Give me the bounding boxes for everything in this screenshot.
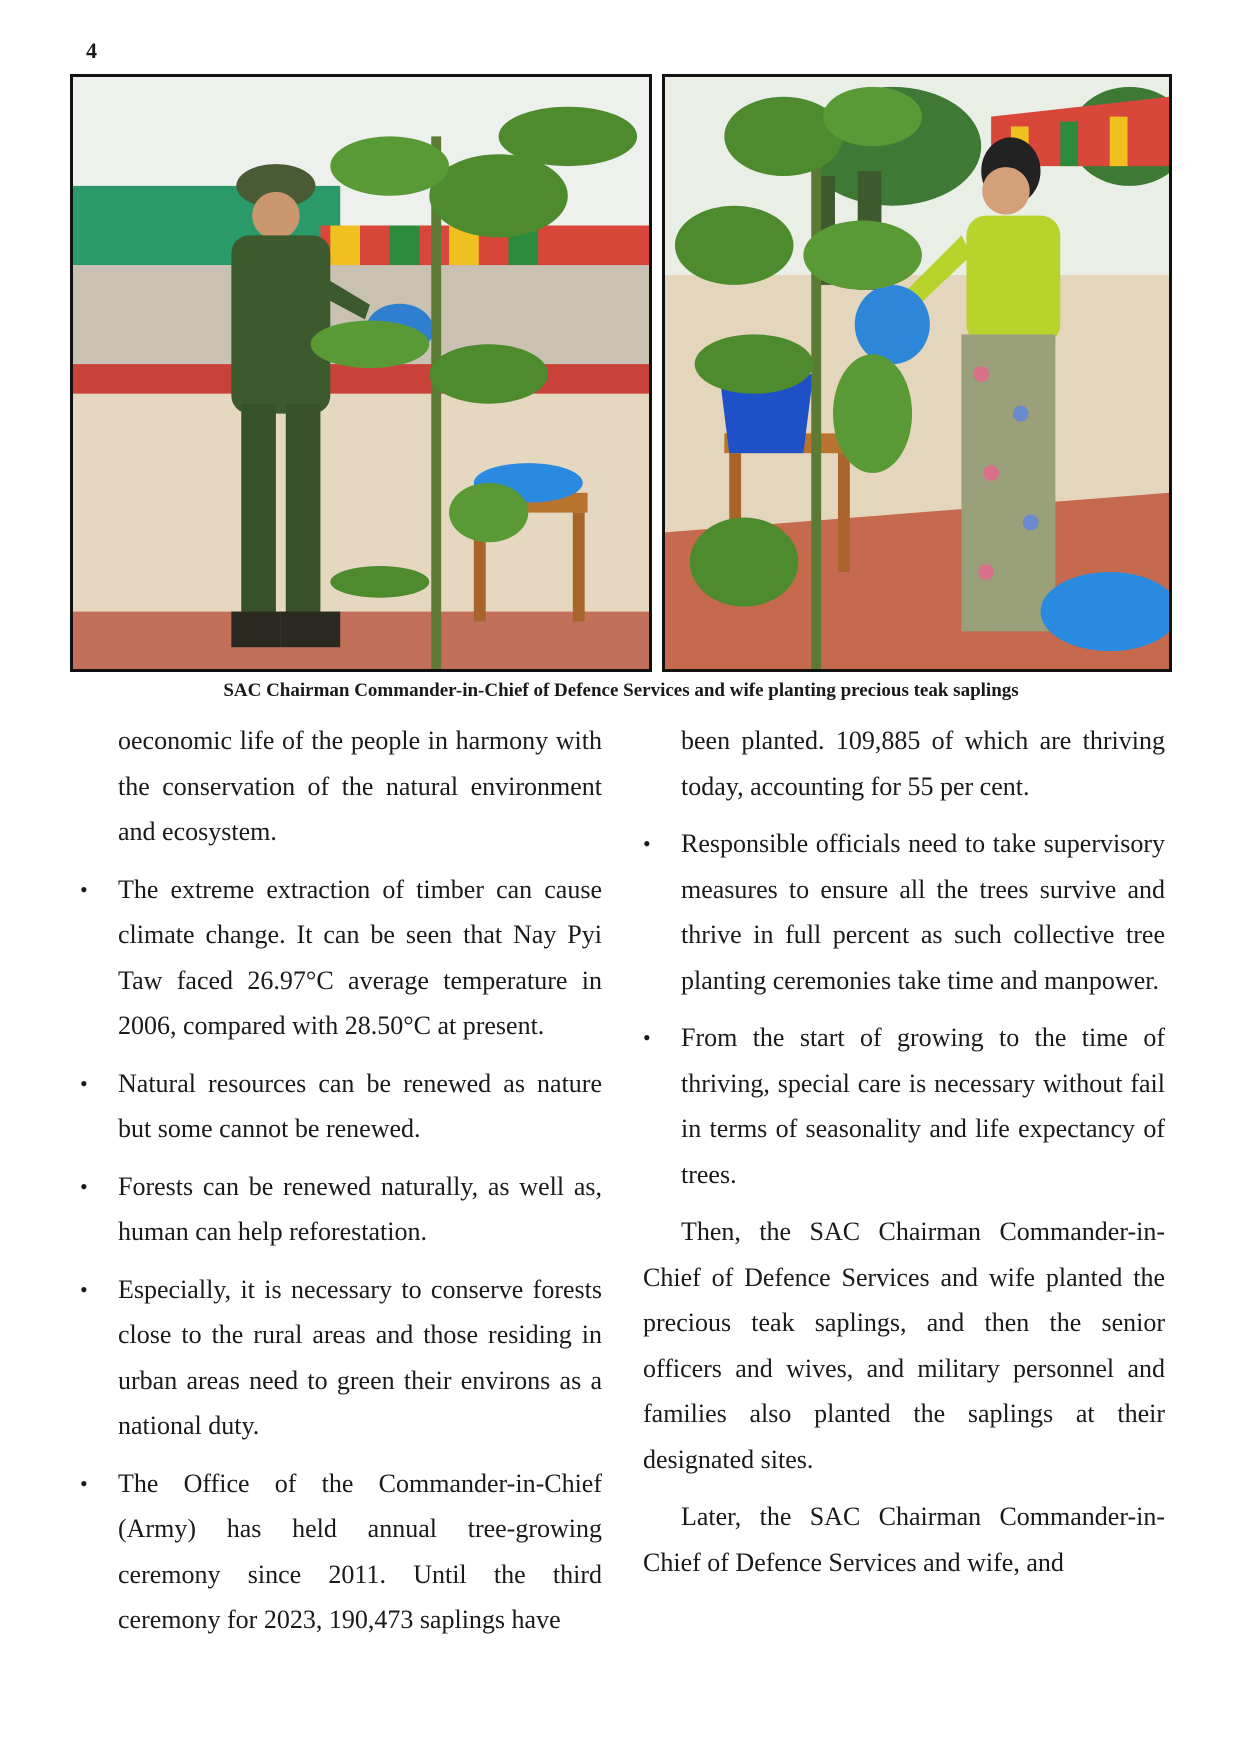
bullet-text: Forests can be renewed naturally, as well as, human can help reforestation. [118,1171,602,1246]
bullet-item [80,1267,602,1449]
photo-caption: SAC Chairman Commander-in-Chief of Defence Services and wife planting precious teak saplings [223,680,1019,701]
photo-officer-watering-sapling [70,74,652,672]
bullet-item [80,1461,602,1643]
bullet-point: • [643,831,651,856]
bullet-text: Responsible officials need to take supervisory measures to ensure all the trees survive and thrive in full percent as such collective tree planting ceremonies take time and manpower. [681,829,1165,995]
body-paragraph: Later, the SAC Chairman Commander-in-Chief of Defence Services and wife, and [643,1502,1165,1577]
bullet-text: From the start of growing to the time of thriving, special care is necessary without fail in terms of seasonality and life expectancy of trees. [681,1023,1165,1189]
body-paragraph: Then, the SAC Chairman Commander-in-Chief of Defence Services and wife planted the precious teak saplings, and then the senior officers and wives, and military personnel and families also planted the saplings at their designated sites. [643,1217,1165,1474]
bullet-point: • [80,1070,88,1096]
bullet-item [80,867,602,1049]
bullet-point: • [80,1276,88,1302]
bullet-point: • [80,1173,88,1199]
right-column [643,718,1165,1585]
bullet-text: The Office of the Commander-in-Chief (Army) has held annual tree-growing ceremony since 2011. Until the third ceremony for 2023, 190,473 saplings have [118,1468,602,1634]
photo-wife-watering-sapling [662,74,1172,672]
bullet-point: • [80,1470,88,1496]
bullet-item [80,1164,602,1255]
bullet-item [80,1061,602,1152]
bullet-point: • [80,876,88,902]
right-continuation-text: been planted. 109,885 of which are thriving today, accounting for 55 per cent. [681,726,1165,801]
bullet-text: Especially, it is necessary to conserve forests close to the rural areas and those residing in urban areas need to green their environs as a national duty. [118,1274,602,1440]
photo-wife-illustration [665,77,1169,669]
bullet-text: Natural resources can be renewed as nature but some cannot be renewed. [118,1068,602,1143]
bullet-item [643,821,1165,1003]
bullet-text: The extreme extraction of timber can cause climate change. It can be seen that Nay Pyi Taw faced 26.97°C average temperature in 2006, compared with 28.50°C at present. [118,874,602,1040]
left-continuation-text: oeconomic life of the people in harmony with the conservation of the natural environment and ecosystem. [118,726,602,846]
bullet-item [643,1015,1165,1197]
photo-officer-illustration [73,77,649,669]
page-number: 4 [86,38,97,63]
left-column [80,718,602,1643]
bullet-point: • [643,1025,651,1050]
